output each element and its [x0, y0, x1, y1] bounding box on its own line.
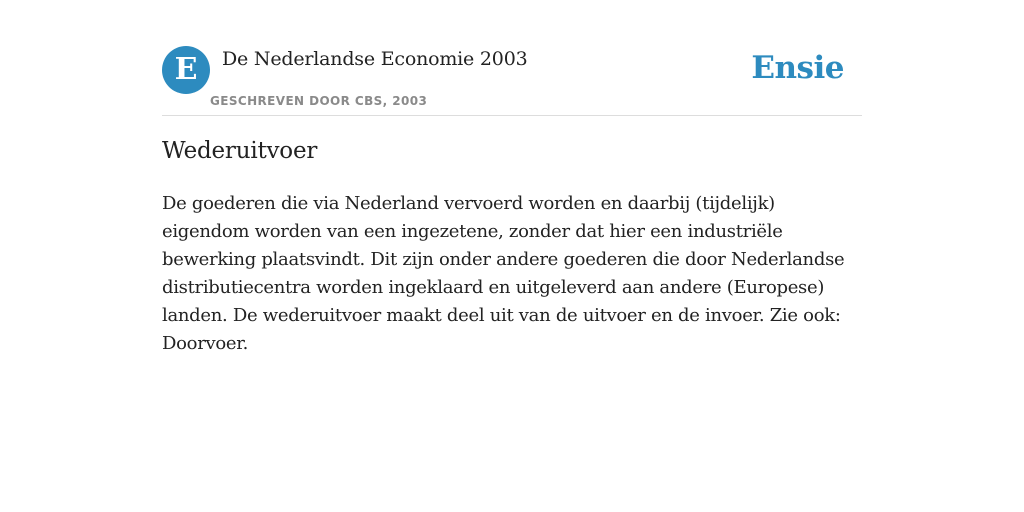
- entry-content: [162, 138, 862, 358]
- byline: GESCHREVEN DOOR CBS, 2003: [210, 94, 428, 108]
- logo-letter: E: [174, 52, 198, 87]
- entry-title: Wederuitvoer: [162, 138, 318, 164]
- book-title[interactable]: De Nederlandse Economie 2003: [222, 48, 528, 70]
- header: [162, 46, 862, 116]
- ensie-brand-link[interactable]: Ensie: [751, 50, 844, 86]
- ensie-logo-badge[interactable]: [162, 46, 210, 94]
- entry-body: De goederen die via Nederland vervoerd worden en daarbij (tijdelijk) eigendom worden van een ingezetene, zonder dat hier een industriële bewerking plaatsvindt. Dit zijn onder andere goederen die door Nederlandse distributiecentra worden ingeklaard en uitgeleverd aan andere (Europese) landen. De wederuitvoer maakt deel uit van de uitvoer en de invoer. Zie ook: Doorvoer.: [162, 193, 845, 354]
